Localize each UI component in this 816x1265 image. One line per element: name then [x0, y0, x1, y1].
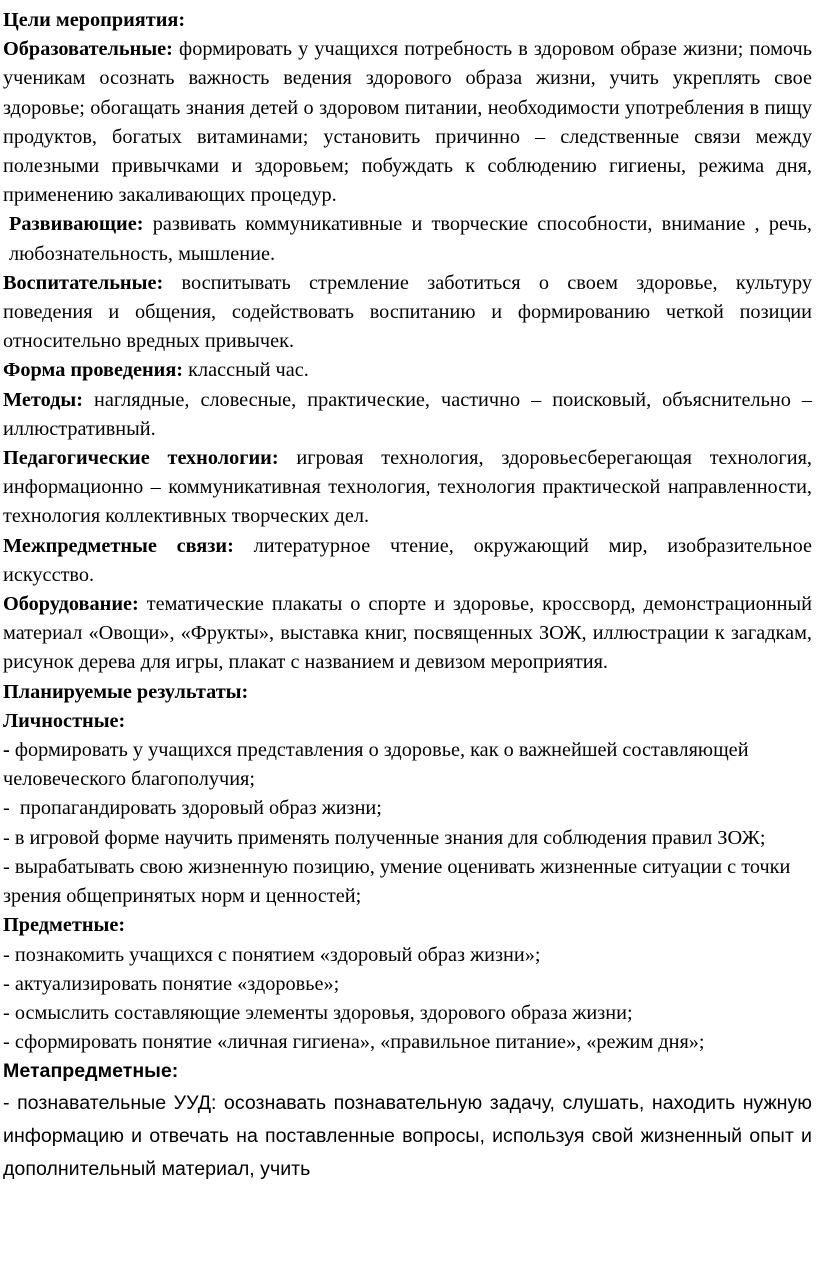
personal-results-heading: Личностные: [3, 709, 126, 732]
list-item: - познакомить учащихся с понятием «здоровый образ жизни»; [3, 943, 541, 966]
developing-goals-label: Развивающие: [9, 213, 144, 236]
technologies-label: Педагогические технологии: [3, 447, 279, 470]
educational-goals-text: формировать у учащихся потребность в здоровом образе жизни; помочь ученикам осознать важность ведения здорового образа жизни, учить укреплять свое здоровье; обогащать знания детей о здоровом питании, необходимости употребления в пищу продуктов, богатых витаминами; установить причинно – следственные связи между полезными привычками и здоровьем; побуждать к соблюдению гигиены, режима дня, применению закаливающих процедур. [3, 38, 812, 207]
developing-goals-text: развивать коммуникативные и творческие способности, внимание , речь, любознательность, мышление. [9, 213, 812, 265]
list-item: - формировать у учащихся представления о здоровье, как о важнейшей составляющей человеческого благополучия; [3, 739, 749, 791]
list-item: - познавательные УУД: осознавать познавательную задачу, слушать, находить нужную информацию и отвечать на поставленные вопросы, используя свой жизненный опыт и дополнительный материал, учить [3, 1091, 812, 1180]
metasubject-results-heading: Метапредметные: [3, 1060, 179, 1083]
developing-goals-paragraph [3, 210, 812, 268]
equipment-paragraph [3, 590, 812, 678]
upbringing-goals-label: Воспитательные: [3, 271, 164, 294]
goals-heading: Цели мероприятия: [3, 9, 186, 31]
upbringing-goals-text: воспитывать стремление заботиться о своем здоровье, культуру поведения и общения, содействовать воспитанию и формированию четкой позиции относительно вредных привычек. [3, 271, 812, 353]
subject-results-heading: Предметные: [3, 914, 126, 937]
interdisciplinary-label: Межпредметные связи: [3, 534, 234, 557]
methods-label: Методы: [3, 388, 83, 411]
technologies-paragraph [3, 444, 812, 532]
list-item: - пропагандировать здоровый образ жизни; [3, 797, 382, 820]
technologies-text: игровая технология, здоровьесберегающая технология, информационно – коммуникативная технология, технология практической направленности, технология коллективных творческих дел. [3, 447, 812, 528]
methods-paragraph [3, 386, 812, 444]
equipment-text: тематические плакаты о спорте и здоровье, кроссворд, демонстрационный материал «Овощи», «Фрукты», выставка книг, посвященных ЗОЖ, иллюстрации к загадкам, рисунок дерева для игры, плакат с названием и девизом мероприятия. [3, 593, 812, 674]
methods-text: наглядные, словесные, практические, частично – поисковый, объяснительно – иллюстративный. [3, 388, 812, 440]
form-label: Форма проведения: [3, 359, 184, 382]
form-text: классный час. [188, 359, 309, 382]
list-item: - актуализировать понятие «здоровье»; [3, 972, 340, 995]
list-item: - вырабатывать свою жизненную позицию, умение оценивать жизненные ситуации с точки зрения общепринятых норм и ценностей; [3, 855, 791, 908]
equipment-label: Оборудование: [3, 593, 139, 616]
educational-goals-label: Образовательные: [3, 38, 173, 61]
list-item: - сформировать понятие «личная гигиена», «правильное питание», «режим дня»; [3, 1031, 705, 1054]
results-heading: Планируемые результаты: [3, 680, 249, 703]
form-paragraph [3, 356, 812, 385]
list-item: - в игровой форме научить применять полученные знания для соблюдения правил ЗОЖ; [3, 826, 766, 849]
upbringing-goals-paragraph [3, 269, 812, 357]
interdisciplinary-text: литературное чтение, окружающий мир, изобразительное искусство. [3, 534, 812, 586]
educational-goals-paragraph [3, 35, 812, 210]
list-item: - осмыслить составляющие элементы здоровья, здорового образа жизни; [3, 1001, 633, 1024]
interdisciplinary-paragraph [3, 532, 812, 590]
